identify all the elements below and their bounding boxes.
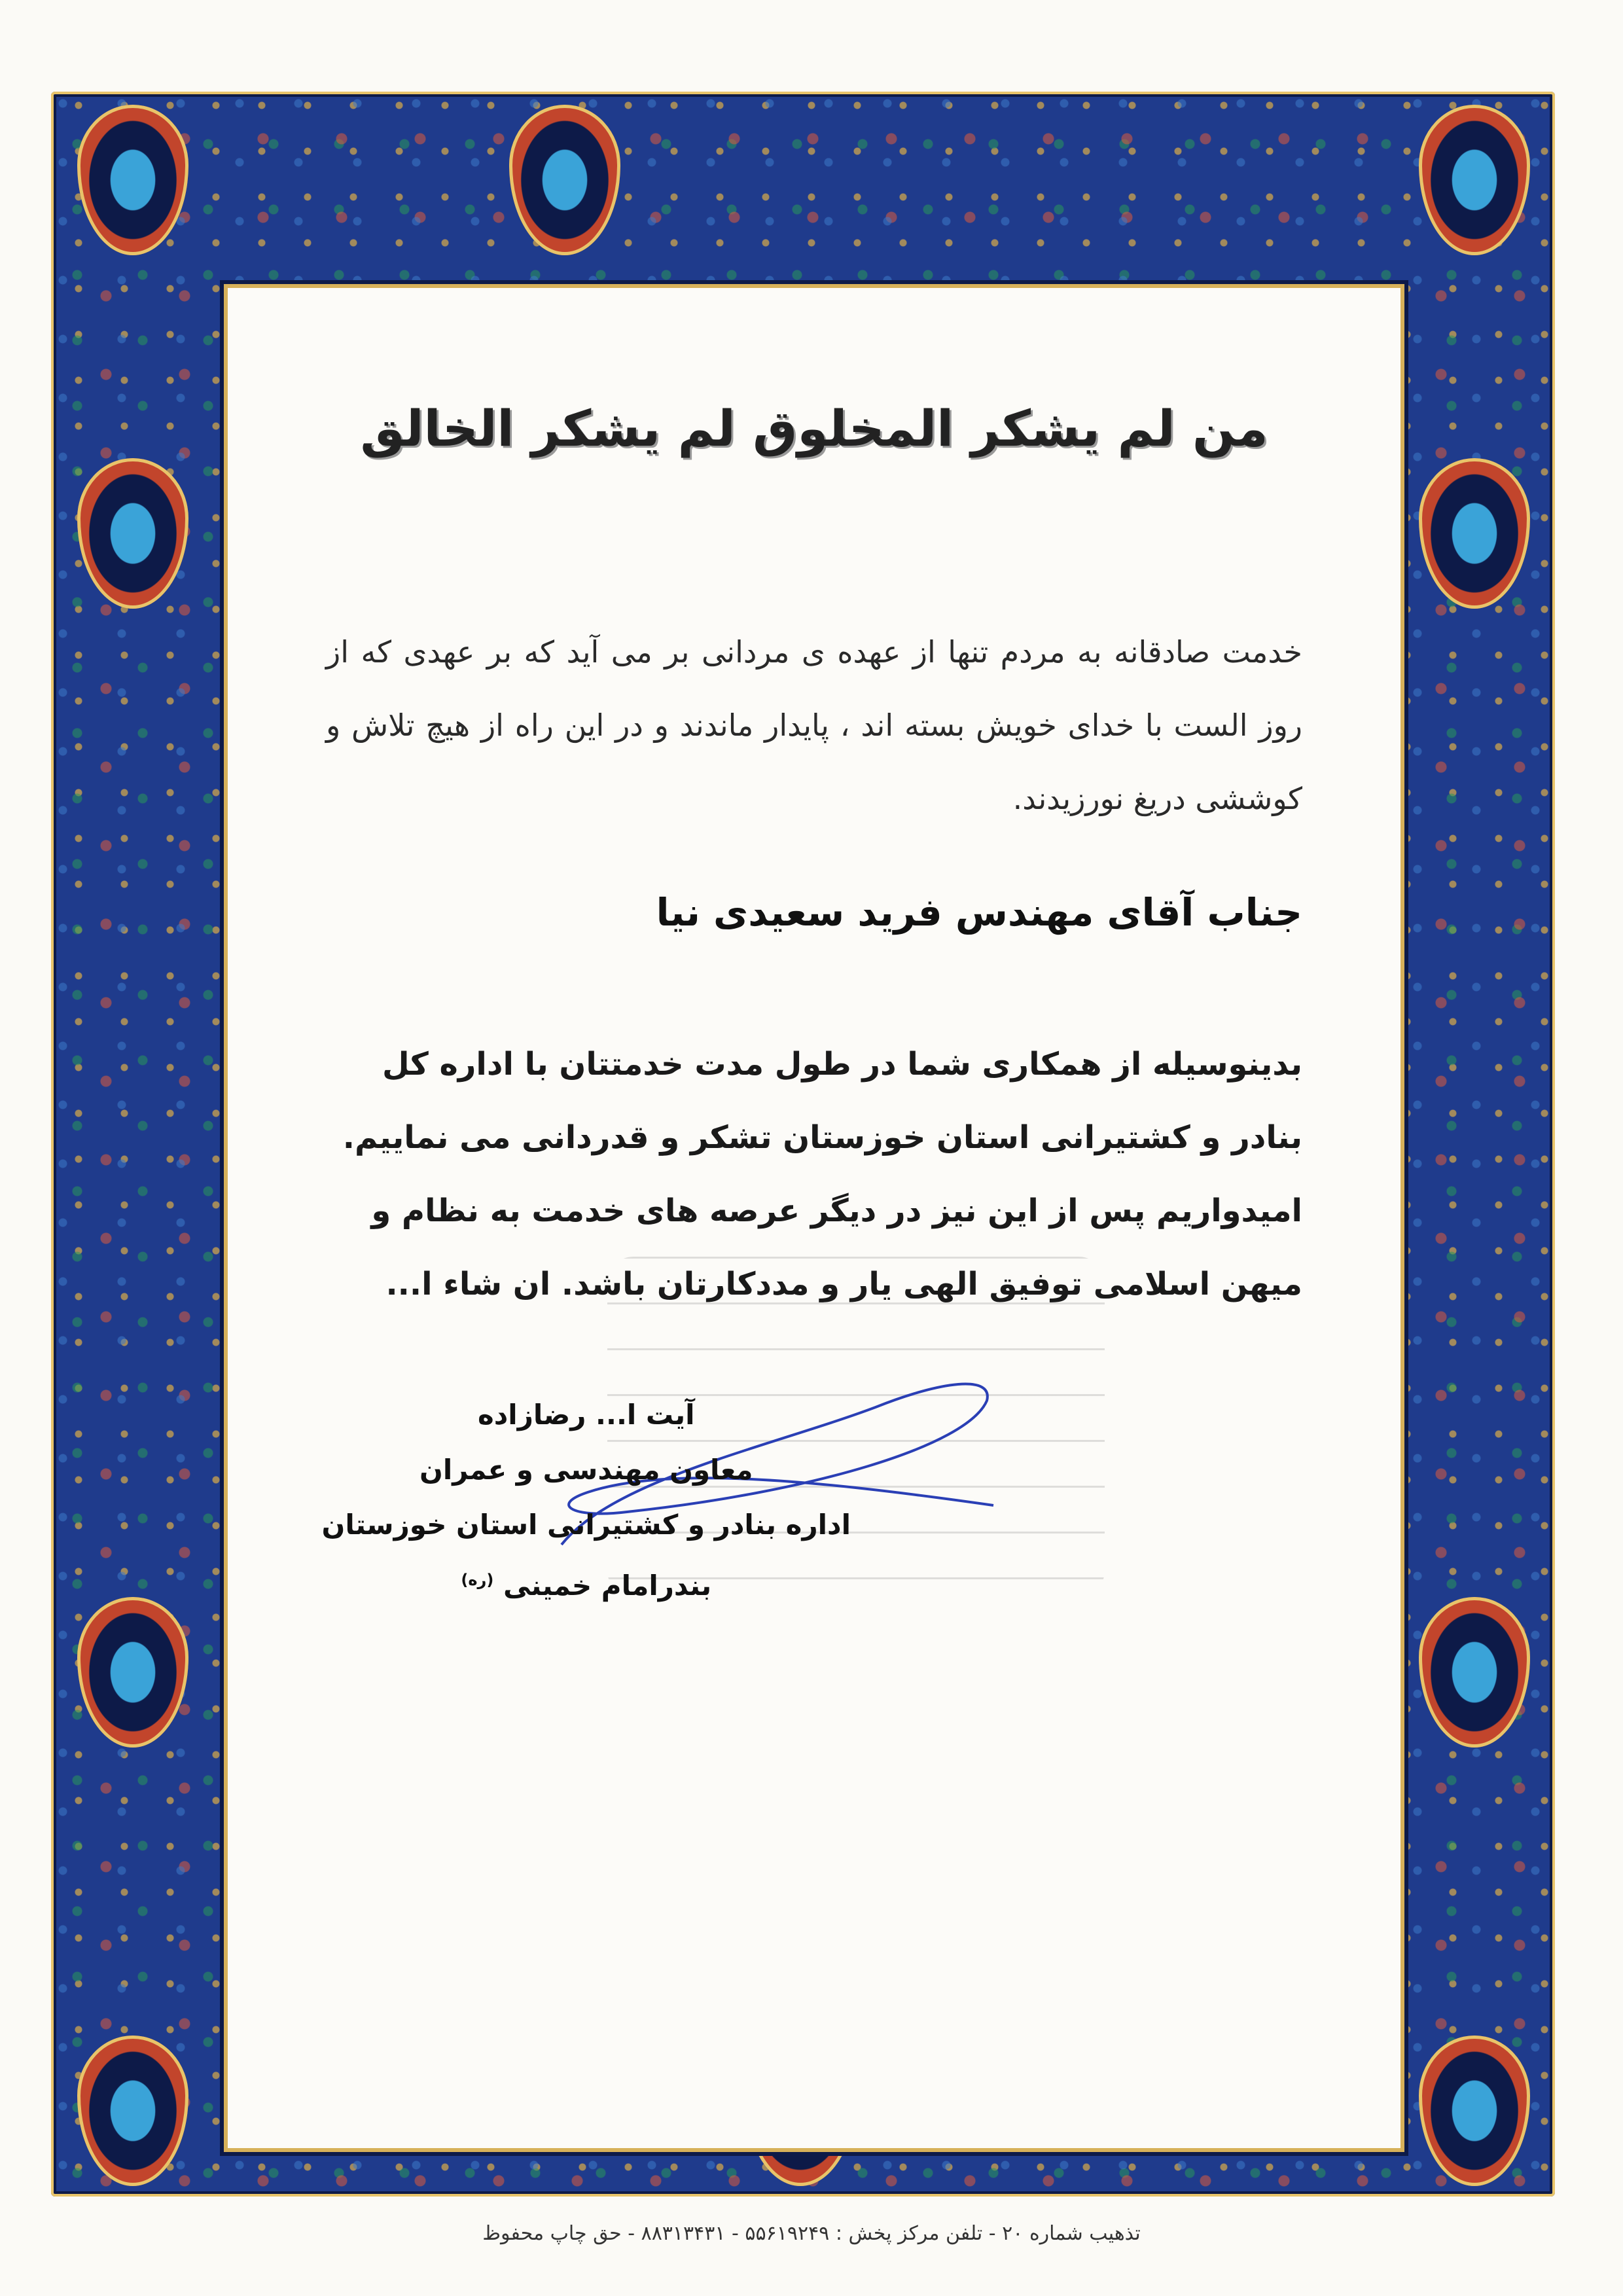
certificate-intro: خدمت صادقانه به مردم تنها از عهده ی مردانی بر می آید که بر عهدی که از روز الست با خدای خویش بسته اند ، پایدار ماندند و در این راه از هیچ تلاش و کوششی دریغ نورزیدند. xyxy=(326,634,1302,816)
port-name: بندرامام خمینی xyxy=(503,1570,712,1602)
certificate-heading: من لم يشكر المخلوق لم يشكر الخالق xyxy=(360,399,1268,457)
border-medallion-right-lower xyxy=(1419,1597,1530,1748)
border-medallion-left-upper xyxy=(77,458,188,609)
border-medallion-top-right xyxy=(1419,105,1530,255)
border-medallion-top-left xyxy=(77,105,188,255)
border-medallion-bottom-left xyxy=(77,2036,188,2186)
port-honorific: (ره) xyxy=(461,1571,494,1589)
signatory-title: معاون مهندسی و عمران xyxy=(419,1454,753,1486)
border-medallion-right-upper xyxy=(1419,458,1530,609)
recipient-salutation: جناب آقای مهندس فرید سعیدی نیا xyxy=(656,890,1302,935)
border-medallion-left-lower xyxy=(77,1597,188,1748)
border-medallion-bottom-right xyxy=(1419,2036,1530,2186)
certificate-body: بدینوسیله از همکاری شما در طول مدت خدمتتان با اداره کل بنادر و کشتیرانی استان خوزستان تشکر و قدردانی می نماییم. امیدواریم پس از این نیز در دیگر عرصه های خدمت به نظام و میهن اسلامی توفیق الهی یار و مددکارتان باشد. ان شاء ا... xyxy=(342,1046,1302,1302)
signatory-name: آیت ا... رضازاده xyxy=(477,1399,695,1431)
print-footer: تذهیب شماره ۲۰ - تلفن مرکز پخش : ۵۵۶۱۹۲۴۹ - ۸۸۳۱۳۴۳۱ - حق چاپ محفوظ xyxy=(482,2222,1141,2245)
signatory-organization: اداره بنادر و کشتیرانی استان خوزستان xyxy=(321,1509,851,1541)
certificate-panel xyxy=(228,288,1400,2148)
signatory-port xyxy=(322,1552,851,1613)
border-medallion-top-center xyxy=(509,105,620,255)
signature-block xyxy=(322,1388,851,1613)
